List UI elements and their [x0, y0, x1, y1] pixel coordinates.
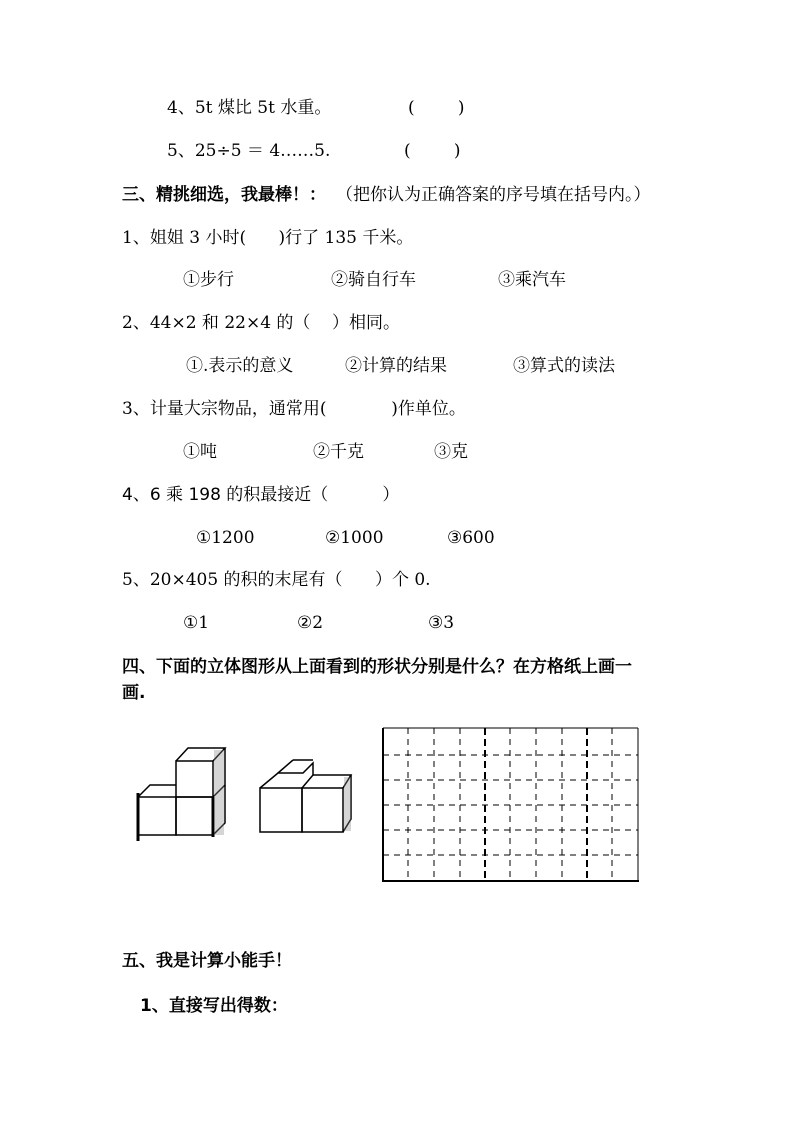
judge-item-4-bracket[interactable]: ( ): [408, 98, 465, 118]
choice-q4-option-2[interactable]: ②1000: [325, 528, 384, 548]
section3-title: 三、精挑细选，我最棒！：: [122, 185, 326, 205]
judge-item-5-bracket[interactable]: ( ): [404, 141, 461, 161]
choice-q3-option-3[interactable]: ③克: [434, 442, 468, 462]
choice-q3-option-2[interactable]: ②千克: [313, 442, 364, 462]
choice-q5-option-2[interactable]: ②2: [297, 613, 324, 633]
choice-q2-stem: 2、44×2 和 22×4 的（ ）相同。: [122, 313, 401, 333]
section3-note: （把你认为正确答案的序号填在括号内。）: [336, 185, 651, 205]
choice-q1-option-1[interactable]: ①步行: [183, 270, 234, 290]
choice-q1-stem: 1、姐姐 3 小时( )行了 135 千米。: [122, 228, 414, 248]
choice-q4-option-1[interactable]: ①1200: [196, 528, 255, 548]
section4-title-line1: 四、下面的立体图形从上面看到的形状分别是什么？在方格纸上画一: [122, 657, 632, 677]
choice-q1-option-3[interactable]: ③乘汽车: [498, 270, 566, 290]
choice-q5-option-1[interactable]: ①1: [183, 613, 210, 633]
choice-q1-option-2[interactable]: ②骑自行车: [331, 270, 416, 290]
choice-q2-option-3[interactable]: ③算式的读法: [513, 356, 615, 376]
section5-sub1: 1、直接写出得数：: [140, 996, 288, 1016]
judge-item-4: 4、5t 煤比 5t 水重。: [167, 98, 332, 118]
choice-q3-stem: 3、计量大宗物品，通常用( )作单位。: [122, 399, 466, 419]
choice-q5-stem: 5、20×405 的积的末尾有（ ）个 0.: [122, 570, 431, 590]
choice-q4-option-3[interactable]: ③600: [447, 528, 495, 548]
solid-figure-1: [130, 745, 230, 845]
choice-q5-option-3[interactable]: ③3: [428, 613, 455, 633]
choice-q4-stem: 4、6 乘 198 的积最接近（ ）: [122, 485, 400, 505]
grid-paper[interactable]: [380, 725, 642, 885]
judge-item-5: 5、25÷5 ＝ 4……5.: [167, 141, 331, 161]
choice-q2-option-1[interactable]: ①.表示的意义: [186, 356, 294, 376]
section4-title-line2: 画.: [122, 683, 146, 703]
solid-figure-2: [255, 755, 360, 840]
choice-q3-option-1[interactable]: ①吨: [183, 442, 217, 462]
section5-title: 五、我是计算小能手！: [122, 951, 292, 971]
choice-q2-option-2[interactable]: ②计算的结果: [345, 356, 447, 376]
